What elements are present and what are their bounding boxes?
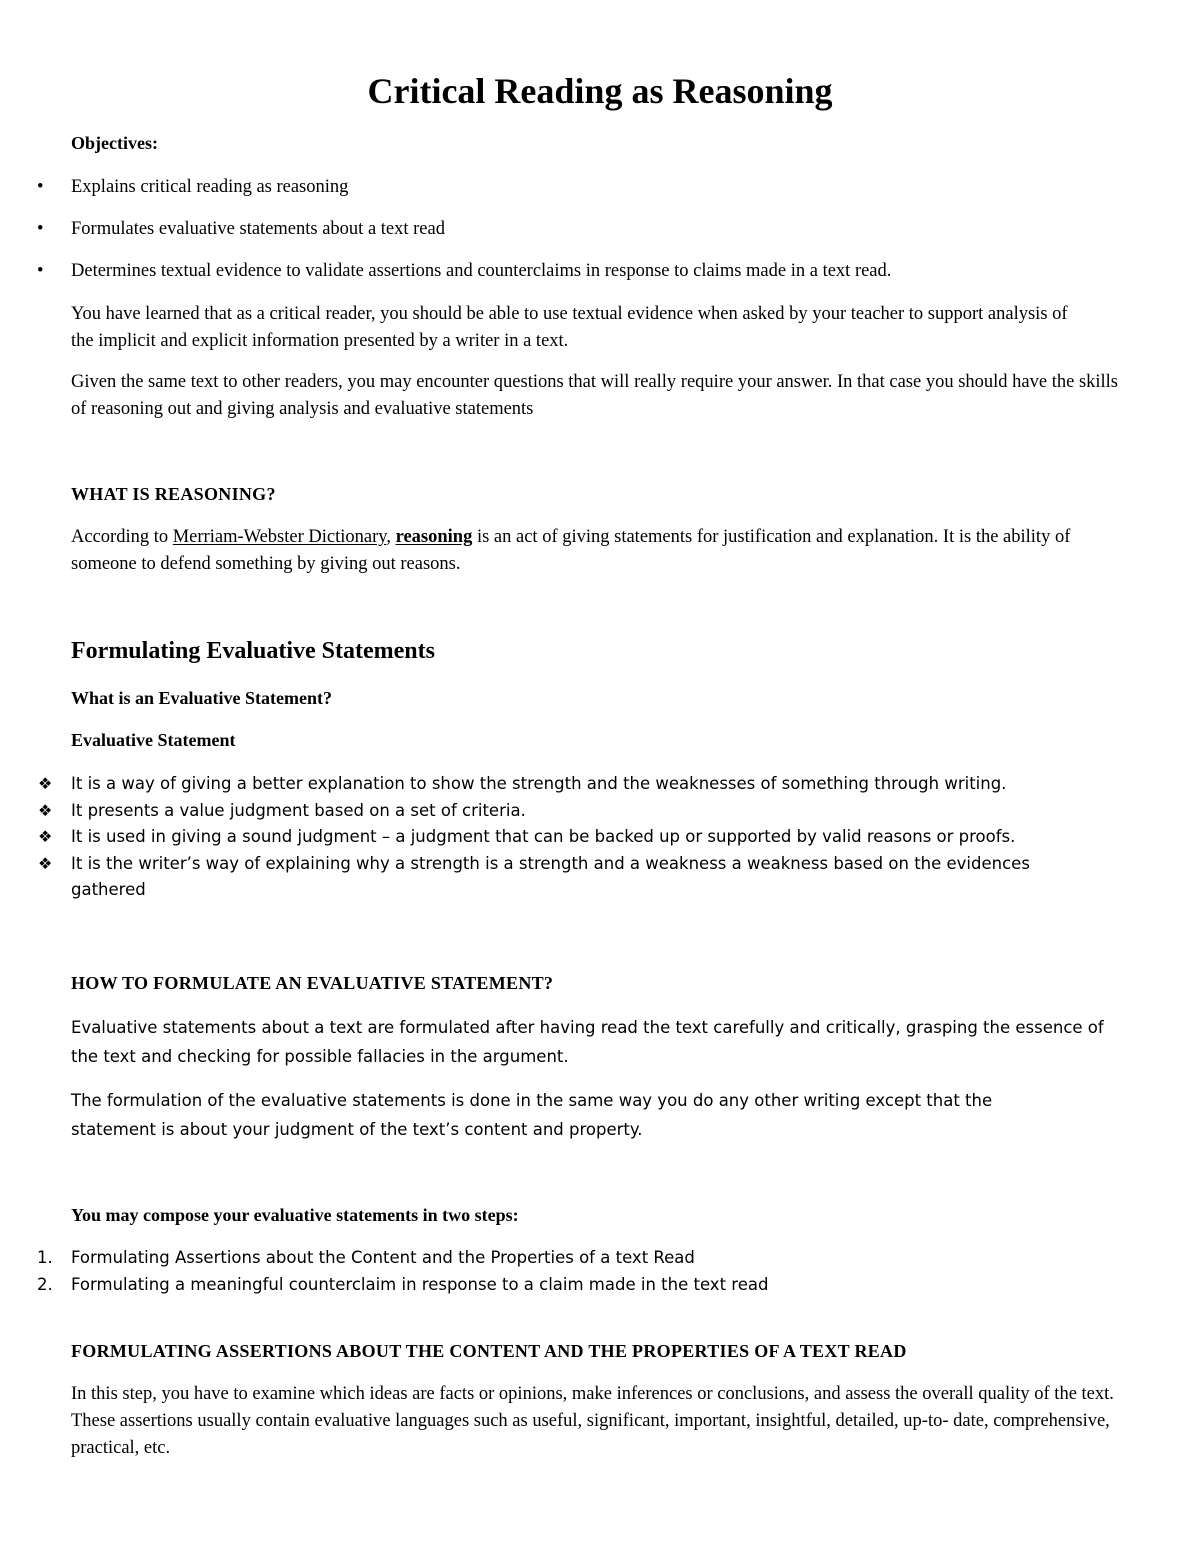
reasoning-paragraph: According to Merriam-Webster Dictionary, reasoning is an act of giving statements for justification and explanation. It is the ability of someone to defend something by giving out reasons. [71, 527, 1071, 574]
diamond-bullet-icon: ❖ [38, 853, 53, 873]
list-item: ❖ It is a way of giving a better explanation to show the strength and the weaknesses of something through writing. [0, 771, 1135, 798]
intro-paragraph-2: Given the same text to other readers, you may encounter questions that will really require your answer. In that case you should have the skills of reasoning out and giving analysis and evaluative statements [71, 372, 1119, 419]
steps-heading: You may compose your evaluative statements in two steps: [71, 1205, 519, 1225]
list-item: • Explains critical reading as reasoning [0, 174, 1130, 201]
how-to-heading: HOW TO FORMULATE AN EVALUATIVE STATEMENT? [71, 973, 554, 993]
diamond-bullet-icon: ❖ [38, 800, 53, 820]
steps-list [0, 1244, 1130, 1298]
page-title: Critical Reading as Reasoning [367, 71, 833, 111]
list-item: • Determines textual evidence to validate assertions and counterclaims in response to claims made in a text read. [0, 258, 1130, 285]
diamond-bullet-icon: ❖ [38, 774, 53, 793]
how-to-paragraph-2: The formulation of the evaluative statements is done in the same way you do any other writing except that the statement is about your judgment of the text’s content and property. [71, 1091, 993, 1139]
bullet-icon: • [37, 177, 44, 197]
objectives-list [0, 174, 1130, 285]
assertions-paragraph: In this step, you have to examine which ideas are facts or opinions, make inferences or conclusions, and assess the overall quality of the text. These assertions usually contain evaluative languages such as useful, significant, important, insightful, detailed, up-to- date, comprehensive, practical, etc. [71, 1384, 1114, 1458]
objectives-label: Objectives: [71, 133, 158, 153]
diamond-bullet-icon: ❖ [38, 827, 53, 846]
list-item: ❖ It presents a value judgment based on a set of criteria. [0, 798, 1135, 825]
how-to-paragraph-1: Evaluative statements about a text are formulated after having read the text carefully and critically, grasping the essence of the text and checking for possible fallacies in the argument. [71, 1018, 1104, 1066]
source-name: Merriam-Webster Dictionary [172, 527, 387, 547]
list-item: • Formulates evaluative statements about a text read [0, 216, 1130, 243]
evaluative-bullets [0, 771, 1135, 904]
list-item: ❖ It is the writer’s way of explaining why a strength is a strength and a weakness a weakness based on the evidences gathered [0, 851, 1135, 904]
assertions-heading: FORMULATING ASSERTIONS ABOUT THE CONTENT AND THE PROPERTIES OF A TEXT READ [71, 1341, 907, 1361]
bullet-icon: • [37, 219, 44, 239]
list-item: 1. Formulating Assertions about the Content and the Properties of a text Read [37, 1248, 695, 1267]
question-heading: What is an Evaluative Statement? [71, 688, 332, 708]
reasoning-heading: WHAT IS REASONING? [71, 484, 276, 504]
term-reasoning: reasoning [395, 527, 473, 547]
section-heading: Formulating Evaluative Statements [71, 638, 435, 664]
intro-paragraph-1: You have learned that as a critical reader, you should be able to use textual evidence when asked by your teacher to support analysis of the implicit and explicit information presented by a writer in a text. [71, 304, 1068, 351]
bullet-icon: • [37, 261, 44, 281]
list-item: 2. Formulating a meaningful counterclaim in response to a claim made in the text read [37, 1275, 769, 1294]
list-item: ❖ It is used in giving a sound judgment – a judgment that can be backed up or supported by valid reasons or proofs. [0, 824, 1135, 851]
subheading: Evaluative Statement [71, 730, 236, 750]
